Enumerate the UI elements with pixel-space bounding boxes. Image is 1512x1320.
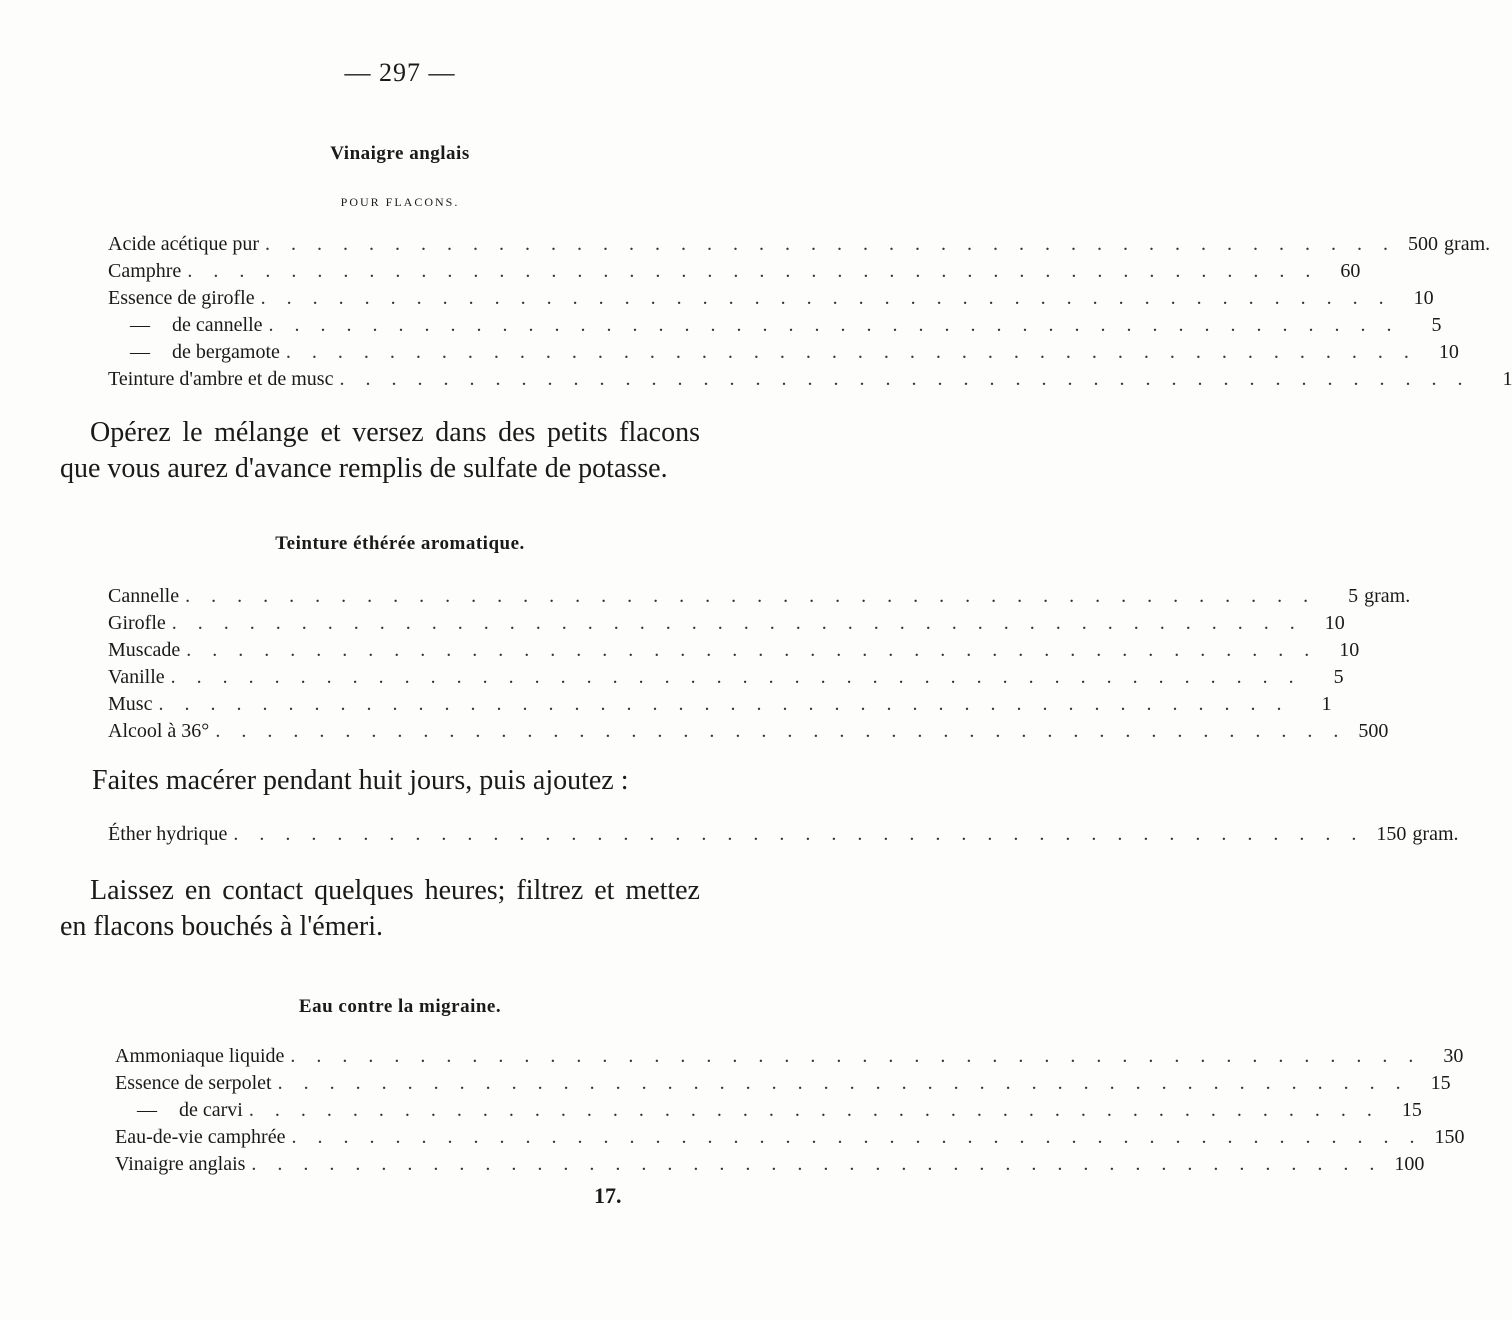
dot-leader: . . . . . . . . . . . . . . . . . . . . . . . . . . . . . . . . . . . . . . . . . . . .: [290, 1045, 1422, 1067]
ingredient-name: [108, 258, 181, 285]
ingredient-label: de carvi: [179, 1099, 243, 1121]
ingredient-row: [108, 664, 1344, 691]
dot-leader: . . . . . . . . . . . . . . . . . . . . . . . . . . . . . . . . . . . . . . . . . . . .: [187, 260, 1319, 282]
ingredient-name: [108, 637, 180, 664]
ingredient-row: [108, 339, 1459, 366]
ingredient-row: [108, 312, 1442, 339]
dot-leader: . . . . . . . . . . . . . . . . . . . . . . . . . . . . . . . . . . . . . . . . . . . .: [171, 612, 1303, 634]
ingredient-row: [115, 1043, 1464, 1070]
ingredient-row: [108, 366, 1512, 393]
ingredient-name: [115, 1043, 284, 1070]
ingredient-row: [108, 285, 1434, 312]
dot-leader: . . . . . . . . . . . . . . . . . . . . . . . . . . . . . . . . . . . . . . . . . . . .: [185, 585, 1317, 607]
ingredient-quantity: 30: [1443, 1045, 1464, 1067]
ingredient-row: [108, 691, 1332, 718]
dot-leader: . . . . . . . . . . . . . . . . . . . . . . . . . . . . . . . . . . . . . . . . . . . .: [277, 1072, 1409, 1094]
ingredient-label: Camphre: [108, 260, 182, 282]
ingredient-unit: gram.: [1412, 823, 1459, 845]
ditto-dash: —: [130, 341, 150, 363]
ingredient-row: [108, 231, 1491, 258]
dot-leader: . . . . . . . . . . . . . . . . . . . . . . . . . . . . . . . . . . . . . . . . . . . .: [268, 314, 1400, 336]
page-number: — 297 —: [344, 58, 456, 87]
ditto-dash: —: [137, 1099, 157, 1121]
ingredient-label: de bergamote: [172, 341, 280, 363]
ingredient-label: Éther hydrique: [108, 823, 228, 845]
dot-leader: . . . . . . . . . . . . . . . . . . . . . . . . . . . . . . . . . . . . . . . . . . . .: [260, 287, 1392, 309]
ingredient-row: [108, 258, 1361, 285]
ingredient-label: Acide acétique pur: [108, 233, 260, 255]
ingredient-label: Cannelle: [108, 585, 180, 607]
dot-leader: . . . . . . . . . . . . . . . . . . . . . . . . . . . . . . . . . . . . . . . . . . . .: [248, 1099, 1380, 1121]
ingredient-quantity: 100: [1394, 1153, 1425, 1175]
ingredient-quantity: 10: [1339, 639, 1360, 661]
ingredient-quantity: 15: [1430, 1072, 1451, 1094]
ingredient-unit: gram.: [1444, 233, 1491, 255]
ingredient-quantity: 10: [1324, 612, 1345, 634]
ingredient-name: [115, 1097, 243, 1124]
ingredient-row: [108, 583, 1411, 610]
ingredient-name: [108, 718, 209, 745]
ingredient-row: [108, 821, 1459, 848]
ingredient-quantity: 5: [1431, 314, 1442, 336]
dot-leader: . . . . . . . . . . . . . . . . . . . . . . . . . . . . . . . . . . . . . . . . . . . .: [251, 1153, 1383, 1175]
ingredient-quantity: 500: [1408, 233, 1439, 255]
ingredient-label: de cannelle: [172, 314, 263, 336]
dot-leader: . . . . . . . . . . . . . . . . . . . . . . . . . . . . . . . . . . . . . . . . . . . .: [158, 693, 1290, 715]
ingredient-label: Alcool à 36°: [108, 720, 210, 742]
section-title-teinture-etheree: Teinture éthérée aromatique.: [275, 533, 525, 554]
ingredient-label: Vanille: [108, 666, 165, 688]
dot-leader: . . . . . . . . . . . . . . . . . . . . . . . . . . . . . . . . . . . . . . . . . . . .: [265, 233, 1397, 255]
ingredient-name: [108, 583, 179, 610]
ingredient-row: [115, 1070, 1451, 1097]
ingredient-row: [108, 610, 1345, 637]
ingredient-row: [115, 1097, 1422, 1124]
signature-mark: 17.: [594, 1183, 622, 1208]
ingredient-name: [108, 821, 227, 848]
ingredient-quantity: 5: [1348, 585, 1359, 607]
closing-paragraph: Laissez en contact quelques heures; filtrez et mettez en flacons bouchés à l'émeri.: [60, 875, 700, 942]
ingredient-quantity: 500: [1358, 720, 1389, 742]
ingredient-label: Girofle: [108, 612, 166, 634]
ingredient-name: [108, 285, 255, 312]
ingredient-label: Ammoniaque liquide: [115, 1045, 285, 1067]
dot-leader: . . . . . . . . . . . . . . . . . . . . . . . . . . . . . . . . . . . . . . . . . . . .: [233, 823, 1365, 845]
ingredient-quantity: 5: [1333, 666, 1344, 688]
ingredient-row: [115, 1124, 1465, 1151]
dot-leader: . . . . . . . . . . . . . . . . . . . . . . . . . . . . . . . . . . . . . . . . . . . .: [215, 720, 1347, 742]
dot-leader: . . . . . . . . . . . . . . . . . . . . . . . . . . . . . . . . . . . . . . . . . . . .: [285, 341, 1417, 363]
ingredient-quantity: 150: [1376, 823, 1407, 845]
ingredient-label: Essence de girofle: [108, 287, 255, 309]
ingredient-name: [108, 339, 280, 366]
dot-leader: . . . . . . . . . . . . . . . . . . . . . . . . . . . . . . . . . . . . . . . . . . . .: [186, 639, 1318, 661]
ingredient-unit: gram.: [1364, 585, 1411, 607]
ingredient-label: Eau-de-vie camphrée: [115, 1126, 286, 1148]
ingredient-quantity: 10: [1438, 341, 1459, 363]
ingredient-name: [108, 691, 152, 718]
section-subtitle: POUR FLACONS.: [340, 195, 460, 209]
ingredient-name: [115, 1124, 285, 1151]
ingredient-name: [115, 1070, 272, 1097]
ingredient-quantity: 150: [1434, 1126, 1465, 1148]
dot-leader: . . . . . . . . . . . . . . . . . . . . . . . . . . . . . . . . . . . . . . . . . . . .: [170, 666, 1302, 688]
section-title-vinaigre-anglais: Vinaigre anglais: [330, 143, 470, 164]
ingredient-name: [108, 312, 263, 339]
ingredient-row: [108, 637, 1360, 664]
ingredient-row: [108, 718, 1389, 745]
ingredient-label: Musc: [108, 693, 153, 715]
ingredient-row: [115, 1151, 1425, 1178]
ingredient-name: [115, 1151, 245, 1178]
ingredient-name: [108, 231, 259, 258]
ingredient-quantity: 15: [1401, 1099, 1422, 1121]
ingredient-quantity: 1: [1502, 368, 1512, 390]
ditto-dash: —: [130, 314, 150, 336]
ingredient-name: [108, 610, 166, 637]
ingredient-name: [108, 366, 333, 393]
dot-leader: . . . . . . . . . . . . . . . . . . . . . . . . . . . . . . . . . . . . . . . . . . . .: [339, 368, 1471, 390]
instructions-paragraph: Faites macérer pendant huit jours, puis ajoutez :: [92, 765, 629, 796]
ingredient-label: Teinture d'ambre et de musc: [108, 368, 334, 390]
section-title-eau-contre-migraine: Eau contre la migraine.: [298, 996, 502, 1017]
ingredient-label: Essence de serpolet: [115, 1072, 272, 1094]
ingredient-quantity: 1: [1321, 693, 1332, 715]
dot-leader: . . . . . . . . . . . . . . . . . . . . . . . . . . . . . . . . . . . . . . . . . . . .: [291, 1126, 1423, 1148]
ingredient-label: Vinaigre anglais: [115, 1153, 246, 1175]
ingredient-quantity: 10: [1413, 287, 1434, 309]
ingredient-label: Muscade: [108, 639, 181, 661]
instructions-paragraph: Opérez le mélange et versez dans des petits flacons que vous aurez d'avance remplis de sulfate de potasse.: [60, 417, 700, 484]
ingredient-quantity: 60: [1340, 260, 1361, 282]
ingredient-name: [108, 664, 165, 691]
